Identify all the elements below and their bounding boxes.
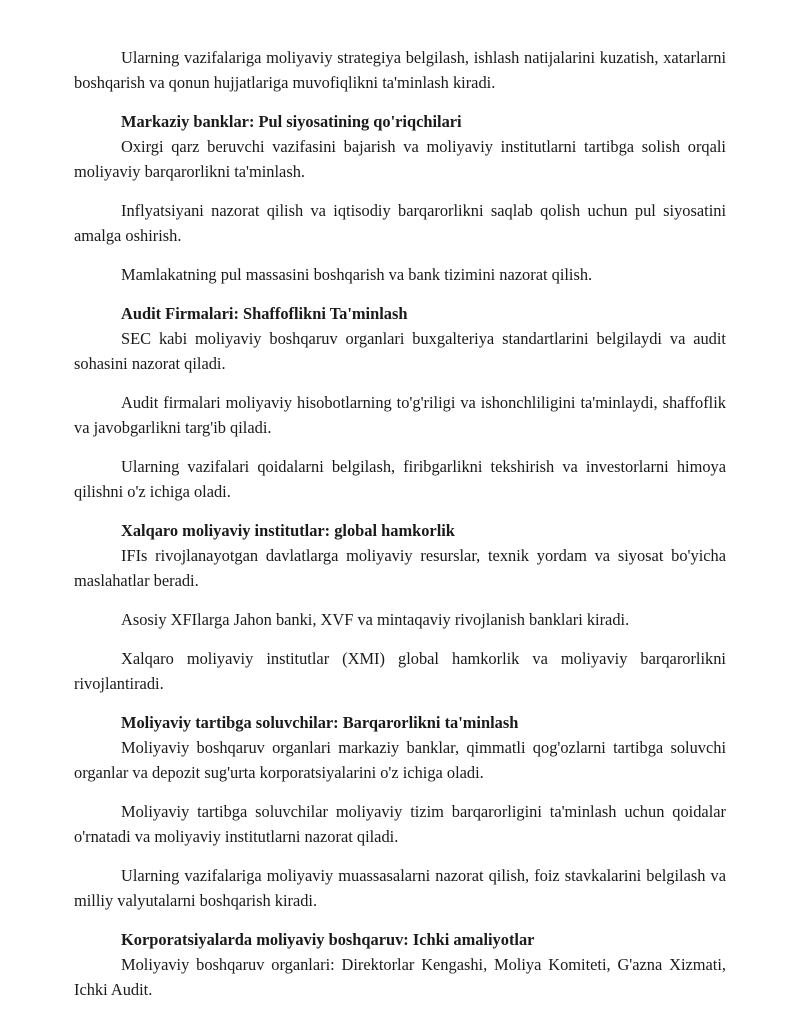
paragraph: Audit firmalari moliyaviy hisobotlarning to'g'riligi va ishonchliligini ta'minlaydi, shaffoflik va javobgarlikni targ'ib qiladi. xyxy=(74,393,726,437)
paragraph: Asosiy XFIlarga Jahon banki, XVF va mintaqaviy rivojlanish banklari kiradi. xyxy=(121,610,630,629)
document-page xyxy=(74,45,726,1016)
paragraph: IFIs rivojlanayotgan davlatlarga moliyaviy resurslar, texnik yordam va siyosat bo'yicha maslahatlar beradi. xyxy=(74,546,726,590)
section-central-banks xyxy=(74,109,726,287)
paragraph: Oxirgi qarz beruvchi vazifasini bajarish va moliyaviy institutlarni tartibga solish orqali moliyaviy barqarorlikni ta'minlash. xyxy=(74,137,726,181)
paragraph: Ularning vazifalariga moliyaviy muassasalarni nazorat qilish, foiz stavkalarini belgilash va milliy valyutalarni boshqarish kiradi. xyxy=(74,866,726,910)
paragraph: Moliyaviy boshqaruv organlari: Direktorlar Kengashi, Moliya Komiteti, G'azna Xizmati, Ichki Audit. xyxy=(74,955,726,999)
section-heading: Markaziy banklar: Pul siyosatining qo'riqchilari xyxy=(121,112,462,131)
section-heading: Audit Firmalari: Shaffoflikni Ta'minlash xyxy=(121,304,408,323)
section-corporate-governance xyxy=(74,927,726,1002)
paragraph: Inflyatsiyani nazorat qilish va iqtisodiy barqarorlikni saqlab qolish uchun pul siyosatini amalga oshirish. xyxy=(74,201,726,245)
intro-paragraph: Ularning vazifalariga moliyaviy strategiya belgilash, ishlash natijalarini kuzatish, xatarlarni boshqarish va qonun hujjatlariga muvofiqlikni ta'minlash kiradi. xyxy=(74,48,726,92)
paragraph: Moliyaviy boshqaruv organlari markaziy banklar, qimmatli qog'ozlarni tartibga soluvchi organlar va depozit sug'urta korporatsiyalarini o'z ichiga oladi. xyxy=(74,738,726,782)
paragraph: Ularning vazifalari qoidalarni belgilash, firibgarlikni tekshirish va investorlarni himoya qilishni o'z ichiga oladi. xyxy=(74,457,726,501)
section-heading: Korporatsiyalarda moliyaviy boshqaruv: Ichki amaliyotlar xyxy=(121,930,535,949)
section-financial-regulators xyxy=(74,710,726,913)
paragraph: Xalqaro moliyaviy institutlar (XMI) global hamkorlik va moliyaviy barqarorlikni rivojlantiradi. xyxy=(74,649,726,693)
paragraph: Mamlakatning pul massasini boshqarish va bank tizimini nazorat qilish. xyxy=(121,265,593,284)
section-heading: Moliyaviy tartibga soluvchilar: Barqarorlikni ta'minlash xyxy=(121,713,519,732)
paragraph: SEC kabi moliyaviy boshqaruv organlari buxgalteriya standartlarini belgilaydi va audit sohasini nazorat qiladi. xyxy=(74,329,726,373)
section-audit-firms xyxy=(74,301,726,504)
paragraph: Moliyaviy tartibga soluvchilar moliyaviy tizim barqarorligini ta'minlash uchun qoidalar o'rnatadi va moliyaviy institutlarni nazorat qiladi. xyxy=(74,802,726,846)
section-heading: Xalqaro moliyaviy institutlar: global hamkorlik xyxy=(121,521,455,540)
section-international-institutions xyxy=(74,518,726,696)
